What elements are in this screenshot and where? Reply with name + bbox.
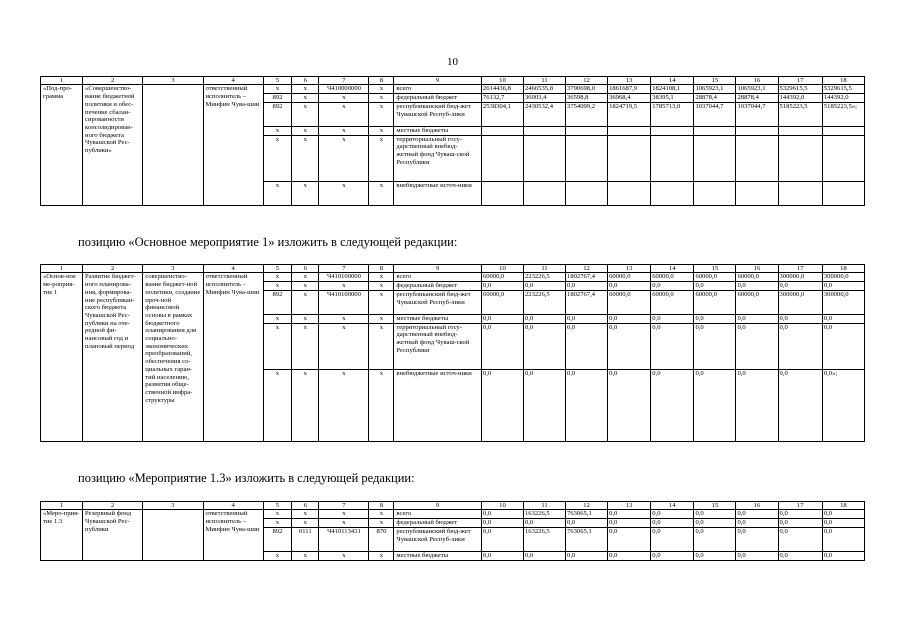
amount-cell: 28878,4 <box>694 94 736 103</box>
code-cell: x <box>292 85 319 94</box>
amount-cell: 0,0 <box>778 282 822 291</box>
amount-cell <box>822 135 864 181</box>
column-number: 10 <box>481 502 523 510</box>
code-cell: x <box>263 510 291 519</box>
code-cell: x <box>292 273 319 282</box>
column-number: 5 <box>263 265 291 273</box>
amount-cell: 0,0 <box>608 519 651 528</box>
amount-cell <box>778 135 822 181</box>
code-cell: x <box>369 282 394 291</box>
code-cell: x <box>263 551 291 560</box>
amount-cell: 0,0 <box>822 314 864 323</box>
code-cell: x <box>369 290 394 314</box>
amount-cell <box>608 126 651 135</box>
code-cell: x <box>292 282 319 291</box>
amount-cell: 0,0 <box>778 551 822 560</box>
amount-cell: 223226,5 <box>523 273 565 282</box>
table-row <box>41 273 865 282</box>
amount-cell: 36968,4 <box>608 94 651 103</box>
amount-cell: 60000,0 <box>481 290 523 314</box>
funding-source-cell: республиканский бюд-жет Чувашской Респуб-лики <box>394 102 482 126</box>
amount-cell: 0,0 <box>736 369 778 441</box>
table-row <box>41 510 865 519</box>
code-cell: x <box>292 102 319 126</box>
amount-cell: 0,0 <box>822 527 864 551</box>
funding-source-cell: федеральный бюджет <box>394 519 482 528</box>
amount-cell: 0,0 <box>608 527 651 551</box>
column-number: 18 <box>822 502 864 510</box>
column-number: 8 <box>369 77 394 85</box>
amount-cell: 76132,7 <box>481 94 523 103</box>
amount-cell: 36003,4 <box>523 94 565 103</box>
code-cell: x <box>369 510 394 519</box>
funding-source-cell: территориальный госу-дарственный внебюд-жетный фонд Чуваш-ской Республики <box>394 323 482 369</box>
amount-cell: 0,0 <box>523 323 565 369</box>
code-cell: x <box>319 102 369 126</box>
code-cell: x <box>369 551 394 560</box>
code-cell: 892 <box>263 94 291 103</box>
amount-cell: 2466535,8 <box>523 85 565 94</box>
amount-cell: 5329615,5 <box>822 85 864 94</box>
code-cell: x <box>369 85 394 94</box>
code-cell: x <box>263 314 291 323</box>
amount-cell <box>736 181 778 205</box>
amount-cell: 0,0 <box>608 369 651 441</box>
code-cell: x <box>292 369 319 441</box>
amount-cell: 1824719,5 <box>608 102 651 126</box>
code-cell: x <box>369 519 394 528</box>
column-number: 9 <box>394 77 482 85</box>
amount-cell: 300000,0 <box>822 290 864 314</box>
code-cell: 892 <box>263 102 291 126</box>
amount-cell: 0,0 <box>481 314 523 323</box>
amount-cell: 0,0 <box>481 510 523 519</box>
code-cell: x <box>319 94 369 103</box>
code-cell: x <box>292 181 319 205</box>
amount-cell <box>822 181 864 205</box>
code-cell: x <box>369 181 394 205</box>
amount-cell: 300000,0 <box>778 273 822 282</box>
amount-cell: 0,0 <box>523 282 565 291</box>
column-number: 16 <box>736 265 778 273</box>
column-number: 1 <box>41 265 83 273</box>
column-number: 7 <box>319 502 369 510</box>
amount-cell: 0,0 <box>822 282 864 291</box>
code-cell: x <box>369 102 394 126</box>
amount-cell: 0,0 <box>566 519 608 528</box>
amount-cell: 60000,0 <box>608 290 651 314</box>
funding-source-cell: республиканский бюд-жет Чувашской Респуб-лики <box>394 527 482 551</box>
column-number: 14 <box>651 502 694 510</box>
goal-cell <box>143 510 203 560</box>
amount-cell: 0,0 <box>822 551 864 560</box>
funding-source-cell: территориальный госу-дарственный внебюд-жетный фонд Чуваш-ской Республики <box>394 135 482 181</box>
executor-cell: ответственный исполнитель – Минфин Чува-шии <box>203 85 263 205</box>
code-cell: x <box>319 314 369 323</box>
funding-source-cell: всего <box>394 273 482 282</box>
funding-source-cell: местные бюджеты <box>394 314 482 323</box>
column-number: 3 <box>143 502 203 510</box>
amount-cell: 2430532,4 <box>523 102 565 126</box>
amount-cell: 0,0 <box>651 519 694 528</box>
amount-cell: 0,0 <box>566 323 608 369</box>
amount-cell: 0,0 <box>523 369 565 441</box>
amount-cell: 300000,0 <box>778 290 822 314</box>
amount-cell: 163226,5 <box>523 527 565 551</box>
amount-cell <box>651 126 694 135</box>
amount-cell <box>608 135 651 181</box>
column-number: 3 <box>143 77 203 85</box>
column-number: 17 <box>778 265 822 273</box>
amount-cell: 1802767,4 <box>566 290 608 314</box>
amount-cell: 0,0 <box>651 551 694 560</box>
amount-cell <box>778 181 822 205</box>
column-number: 13 <box>608 77 651 85</box>
amount-cell: 0,0 <box>608 282 651 291</box>
amount-cell: 0,0 <box>481 369 523 441</box>
column-number: 8 <box>369 502 394 510</box>
column-number: 18 <box>822 77 864 85</box>
amount-cell <box>481 126 523 135</box>
amount-cell: 0,0 <box>523 519 565 528</box>
code-cell: x <box>292 510 319 519</box>
amount-cell: 60000,0 <box>651 290 694 314</box>
amount-cell <box>736 126 778 135</box>
amount-cell: 0,0 <box>651 527 694 551</box>
code-cell: x <box>263 282 291 291</box>
column-number: 4 <box>203 502 263 510</box>
column-number: 13 <box>608 502 651 510</box>
column-number: 10 <box>481 265 523 273</box>
amount-cell: 0,0 <box>778 527 822 551</box>
code-cell: Ч410100000 <box>319 273 369 282</box>
code-cell: x <box>292 126 319 135</box>
instruction-main-activity-1: позицию «Основное мероприятие 1» изложить в следующей редакции: <box>78 235 458 249</box>
amount-cell: 300000,0 <box>822 273 864 282</box>
amount-cell: 0,0 <box>822 323 864 369</box>
column-number: 14 <box>651 265 694 273</box>
code-cell: x <box>319 282 369 291</box>
column-number: 11 <box>523 502 565 510</box>
name-cell: «Совершенство-вание бюджетной политики и обес-печение сбалан-сированности консолидирован-ного бюджета Чувашской Рес-публики» <box>83 85 143 205</box>
amount-cell: 60000,0 <box>736 273 778 282</box>
amount-cell: 0,0 <box>523 314 565 323</box>
column-number: 8 <box>369 265 394 273</box>
column-number: 12 <box>566 502 608 510</box>
amount-cell: 3754099,2 <box>566 102 608 126</box>
code-cell: x <box>369 135 394 181</box>
code-cell: Ч410100000 <box>319 290 369 314</box>
amount-cell <box>481 181 523 205</box>
amount-cell <box>481 135 523 181</box>
amount-cell: 60000,0 <box>608 273 651 282</box>
amount-cell: 0,0 <box>736 551 778 560</box>
code-cell: x <box>319 369 369 441</box>
amount-cell: 38395,1 <box>651 94 694 103</box>
amount-cell: 36598,8 <box>566 94 608 103</box>
funding-source-cell: местные бюджеты <box>394 551 482 560</box>
amount-cell: 0,0 <box>651 369 694 441</box>
amount-cell: 0,0 <box>822 510 864 519</box>
column-number: 17 <box>778 77 822 85</box>
amount-cell: 0,0 <box>651 282 694 291</box>
code-cell: x <box>263 519 291 528</box>
column-number: 15 <box>694 502 736 510</box>
amount-cell: 1785713,0 <box>651 102 694 126</box>
code-cell: x <box>292 314 319 323</box>
amount-cell: 60000,0 <box>736 290 778 314</box>
column-number: 18 <box>822 265 864 273</box>
code-cell: x <box>292 135 319 181</box>
code-cell: x <box>263 323 291 369</box>
amount-cell: 0,0 <box>608 551 651 560</box>
amount-cell: 1861687,9 <box>608 85 651 94</box>
code-cell: x <box>292 519 319 528</box>
code-cell: x <box>263 273 291 282</box>
code-cell: x <box>292 323 319 369</box>
code-cell: x <box>263 181 291 205</box>
column-number: 17 <box>778 502 822 510</box>
column-number: 6 <box>292 265 319 273</box>
code-cell: Ч410000000 <box>319 85 369 94</box>
amount-cell: 0,0 <box>523 551 565 560</box>
column-number: 10 <box>481 77 523 85</box>
column-number: 2 <box>83 265 143 273</box>
column-number: 16 <box>736 77 778 85</box>
column-number: 7 <box>319 265 369 273</box>
amount-cell: 1065923,1 <box>736 85 778 94</box>
column-number: 6 <box>292 502 319 510</box>
amount-cell: 0,0 <box>566 314 608 323</box>
amount-cell: 5185223,5»; <box>822 102 864 126</box>
code-cell: 0111 <box>292 527 319 551</box>
amount-cell: 0,0 <box>694 519 736 528</box>
code-cell: x <box>263 85 291 94</box>
amount-cell: 0,0 <box>778 323 822 369</box>
column-number: 11 <box>523 265 565 273</box>
amount-cell: 0,0 <box>736 527 778 551</box>
amount-cell: 2614436,8 <box>481 85 523 94</box>
funding-source-cell: всего <box>394 510 482 519</box>
amount-cell: 3790698,0 <box>566 85 608 94</box>
column-number: 4 <box>203 265 263 273</box>
amount-cell: 0,0 <box>778 510 822 519</box>
subprogram-table <box>40 76 865 206</box>
column-number: 15 <box>694 77 736 85</box>
code-cell: x <box>319 551 369 560</box>
code-cell: x <box>263 369 291 441</box>
amount-cell: 5329615,5 <box>778 85 822 94</box>
amount-cell <box>694 126 736 135</box>
amount-cell: 1065923,1 <box>694 85 736 94</box>
amount-cell: 0,0 <box>778 519 822 528</box>
amount-cell: 144392,0 <box>778 94 822 103</box>
name-cell: Развитие бюджет-ного планирова-ния, формирова-ние республикан-ского бюджета Чувашской Рес-публики на оче-редной фи-нансовый год и плановый период <box>83 273 143 441</box>
amount-cell: 144392,0 <box>822 94 864 103</box>
amount-cell: 0,0 <box>736 314 778 323</box>
funding-source-cell: внебюджетные источ-ники <box>394 181 482 205</box>
code-cell: x <box>263 126 291 135</box>
amount-cell: 0,0 <box>566 551 608 560</box>
column-number: 12 <box>566 77 608 85</box>
amount-cell: 0,0 <box>651 510 694 519</box>
amount-cell <box>736 135 778 181</box>
column-number: 11 <box>523 77 565 85</box>
column-number: 2 <box>83 77 143 85</box>
column-number: 12 <box>566 265 608 273</box>
amount-cell: 1037044,7 <box>694 102 736 126</box>
amount-cell <box>822 126 864 135</box>
amount-cell <box>566 126 608 135</box>
funding-source-cell: местные бюджеты <box>394 126 482 135</box>
amount-cell <box>651 181 694 205</box>
funding-source-cell: федеральный бюджет <box>394 282 482 291</box>
table-row <box>41 85 865 94</box>
funding-source-cell: внебюджетные источ-ники <box>394 369 482 441</box>
amount-cell: 0,0 <box>778 369 822 441</box>
amount-cell <box>778 126 822 135</box>
code-cell: x <box>292 94 319 103</box>
code-cell: x <box>292 551 319 560</box>
amount-cell: 0,0 <box>566 282 608 291</box>
column-number: 5 <box>263 77 291 85</box>
column-number: 7 <box>319 77 369 85</box>
amount-cell: 0,0 <box>694 551 736 560</box>
status-cell: «Основ-ное ме-роприя-тие 1 <box>41 273 83 441</box>
amount-cell: 2538304,1 <box>481 102 523 126</box>
code-cell: x <box>369 323 394 369</box>
amount-cell: 0,0 <box>736 323 778 369</box>
code-cell: x <box>369 126 394 135</box>
amount-cell: 0,0 <box>651 314 694 323</box>
column-number: 5 <box>263 502 291 510</box>
column-number: 13 <box>608 265 651 273</box>
amount-cell: 1802767,4 <box>566 273 608 282</box>
amount-cell: 763065,1 <box>566 510 608 519</box>
amount-cell: 0,0 <box>736 282 778 291</box>
code-cell: 870 <box>369 527 394 551</box>
code-cell: 892 <box>263 527 291 551</box>
code-cell: x <box>369 94 394 103</box>
amount-cell: 0,0 <box>822 519 864 528</box>
column-number: 14 <box>651 77 694 85</box>
main-activity-1-table <box>40 264 865 442</box>
code-cell: x <box>292 290 319 314</box>
column-number: 16 <box>736 502 778 510</box>
executor-cell: ответственный исполнитель – Минфин Чува-шии <box>203 273 263 441</box>
amount-cell: 0,0 <box>736 510 778 519</box>
amount-cell: 0,0 <box>694 323 736 369</box>
amount-cell: 0,0 <box>481 282 523 291</box>
amount-cell: 60000,0 <box>694 290 736 314</box>
amount-cell: 0,0 <box>694 282 736 291</box>
amount-cell: 0,0 <box>566 369 608 441</box>
page-number: 10 <box>447 56 458 68</box>
code-cell: x <box>319 519 369 528</box>
amount-cell: 0,0 <box>481 527 523 551</box>
funding-source-cell: федеральный бюджет <box>394 94 482 103</box>
column-number: 3 <box>143 265 203 273</box>
code-cell: 892 <box>263 290 291 314</box>
code-cell: x <box>319 510 369 519</box>
code-cell: x <box>369 314 394 323</box>
column-number: 4 <box>203 77 263 85</box>
amount-cell: 0,0 <box>694 527 736 551</box>
amount-cell <box>566 135 608 181</box>
executor-cell: ответственный исполнитель – Минфин Чува-шии <box>203 510 263 560</box>
amount-cell <box>694 135 736 181</box>
amount-cell: 0,0 <box>608 510 651 519</box>
amount-cell: 763065,1 <box>566 527 608 551</box>
code-cell: Ч410113431 <box>319 527 369 551</box>
amount-cell <box>523 126 565 135</box>
amount-cell: 0,0 <box>608 323 651 369</box>
amount-cell: 223226,5 <box>523 290 565 314</box>
amount-cell: 0,0 <box>481 551 523 560</box>
amount-cell: 0,0 <box>608 314 651 323</box>
code-cell: x <box>319 181 369 205</box>
activity-1-3-table <box>40 501 865 561</box>
column-number: 9 <box>394 502 482 510</box>
amount-cell: 0,0 <box>736 519 778 528</box>
code-cell: x <box>369 369 394 441</box>
amount-cell: 60000,0 <box>694 273 736 282</box>
amount-cell: 0,0 <box>651 323 694 369</box>
amount-cell: 163226,5 <box>523 510 565 519</box>
instruction-activity-1-3: позицию «Мероприятие 1.3» изложить в следующей редакции: <box>78 471 415 485</box>
code-cell: x <box>319 126 369 135</box>
amount-cell: 28878,4 <box>736 94 778 103</box>
amount-cell: 1824108,1 <box>651 85 694 94</box>
amount-cell: 0,0 <box>694 510 736 519</box>
amount-cell: 5185223,5 <box>778 102 822 126</box>
status-cell: «Под-про-грамма <box>41 85 83 205</box>
column-number: 9 <box>394 265 482 273</box>
name-cell: Резервный фонд Чувашской Рес-публики <box>83 510 143 560</box>
amount-cell: 0,0 <box>481 323 523 369</box>
amount-cell <box>608 181 651 205</box>
amount-cell: 1037044,7 <box>736 102 778 126</box>
code-cell: x <box>319 323 369 369</box>
code-cell: x <box>369 273 394 282</box>
column-number: 1 <box>41 77 83 85</box>
amount-cell: 0,0 <box>778 314 822 323</box>
funding-source-cell: всего <box>394 85 482 94</box>
amount-cell: 0,0»; <box>822 369 864 441</box>
funding-source-cell: республиканский бюд-жет Чувашской Респуб-лики <box>394 290 482 314</box>
column-number: 2 <box>83 502 143 510</box>
code-cell: x <box>263 135 291 181</box>
column-number: 6 <box>292 77 319 85</box>
amount-cell <box>523 135 565 181</box>
amount-cell <box>651 135 694 181</box>
amount-cell <box>523 181 565 205</box>
column-number: 15 <box>694 265 736 273</box>
amount-cell: 0,0 <box>694 314 736 323</box>
goal-cell: совершенство-вание бюджет-ной политики, создание проч-ной финансовой основы в рамках бюджетного планирования для социально-экономических преобразований, обеспечения со-циальных гаран-тий населению, развития обще-ственной инфра-структуры <box>143 273 203 441</box>
amount-cell: 0,0 <box>481 519 523 528</box>
amount-cell: 60000,0 <box>651 273 694 282</box>
goal-cell <box>143 85 203 205</box>
status-cell: «Меро-прия-тие 1.3 <box>41 510 83 560</box>
amount-cell: 0,0 <box>694 369 736 441</box>
amount-cell: 60000,0 <box>481 273 523 282</box>
amount-cell <box>566 181 608 205</box>
amount-cell <box>694 181 736 205</box>
code-cell: x <box>319 135 369 181</box>
column-number: 1 <box>41 502 83 510</box>
